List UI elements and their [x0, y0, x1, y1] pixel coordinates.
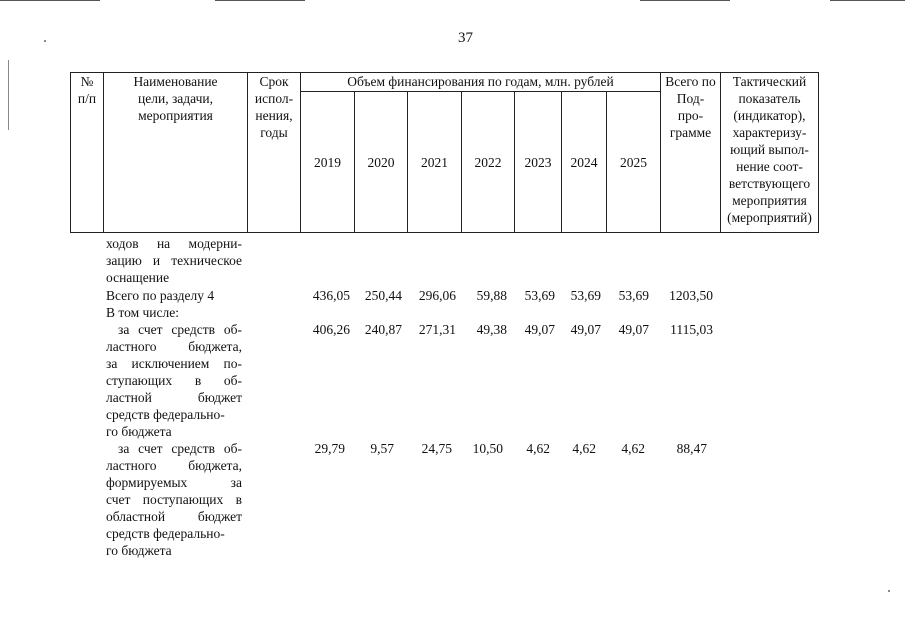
row-label-section-total: Всего по разделу 4: [106, 288, 215, 303]
year-2019: 2019: [301, 92, 355, 233]
top-edge-line: [0, 0, 100, 1]
header-total-label: Всего по Под-про-грамме: [665, 74, 716, 140]
top-edge-line: [640, 0, 730, 1]
value-total: 88,47: [676, 441, 707, 456]
row-label-line: го бюджета: [106, 543, 172, 558]
row-label-line: формируемых за: [106, 475, 242, 490]
value-2024: 53,69: [570, 288, 601, 303]
value-2021: 271,31: [418, 322, 456, 337]
header-term-label: Срок испол-нения, годы: [254, 74, 294, 140]
continuation-line: оснащение: [106, 270, 170, 285]
row-label-line: за исключением по-: [106, 356, 242, 371]
header-indicator-label: Тактический показатель (индикатор), характеризу-ющий выпол-нение соот-ветствующего мероприятия (мероприятий): [727, 74, 812, 225]
header-name-label: Наименование цели, задачи, мероприятия: [133, 74, 218, 123]
value-2019: 406,26: [312, 322, 350, 337]
top-edge-line: [830, 0, 905, 1]
row-label-line: средств федерально-: [106, 407, 225, 422]
year-2020: 2020: [355, 92, 408, 233]
header-name: [104, 73, 248, 233]
header-term: [248, 73, 301, 233]
funding-table-header: [70, 72, 819, 233]
value-2025: 53,69: [618, 288, 649, 303]
row-label-line: за счет средств об-: [118, 322, 242, 337]
row-label-line: ластного бюджета,: [106, 339, 242, 354]
header-num-label: № п/п: [77, 74, 97, 106]
row-label-line: средств федерально-: [106, 526, 225, 541]
year-2022: 2022: [462, 92, 515, 233]
value-2021: 296,06: [418, 288, 456, 303]
continuation-line: зацию и техническое: [106, 253, 242, 268]
scan-speck: [44, 40, 46, 42]
row-label-including: В том числе:: [106, 305, 179, 320]
row-label-line: за счет средств об-: [118, 441, 242, 456]
value-2022: 10,50: [472, 441, 503, 456]
value-2019: 29,79: [314, 441, 345, 456]
value-2020: 250,44: [364, 288, 402, 303]
row-label-line: ступающих в об-: [106, 373, 242, 388]
value-2022: 59,88: [476, 288, 507, 303]
value-2023: 53,69: [524, 288, 555, 303]
value-total: 1203,50: [669, 288, 713, 303]
header-indicator: [721, 73, 819, 233]
value-2023: 49,07: [524, 322, 555, 337]
row-label-line: ластного бюджета,: [106, 458, 242, 473]
row-label-line: го бюджета: [106, 424, 172, 439]
value-2024: 4,62: [572, 441, 596, 456]
value-2021: 24,75: [421, 441, 452, 456]
value-2022: 49,38: [476, 322, 507, 337]
top-edge-line: [215, 0, 305, 1]
scan-speck: [888, 590, 890, 592]
year-2025: 2025: [607, 92, 661, 233]
value-2020: 240,87: [364, 322, 402, 337]
year-2024: 2024: [562, 92, 607, 233]
scan-speck: [8, 60, 9, 130]
header-num: [71, 73, 104, 233]
year-2023: 2023: [515, 92, 562, 233]
header-funding: Объем финансирования по годам, млн. рублей: [301, 73, 661, 92]
value-2020: 9,57: [370, 441, 394, 456]
value-2024: 49,07: [570, 322, 601, 337]
value-2019: 436,05: [312, 288, 350, 303]
row-label-line: областной бюджет: [106, 509, 242, 524]
row-label-line: счет поступающих в: [106, 492, 242, 507]
value-total: 1115,03: [670, 322, 713, 337]
year-2021: 2021: [408, 92, 462, 233]
continuation-line: ходов на модерни-: [106, 236, 242, 251]
row-label-line: ластной бюджет: [106, 390, 242, 405]
header-total: [661, 73, 721, 233]
value-2025: 49,07: [618, 322, 649, 337]
value-2025: 4,62: [621, 441, 645, 456]
value-2023: 4,62: [526, 441, 550, 456]
page-number: 37: [458, 30, 473, 46]
